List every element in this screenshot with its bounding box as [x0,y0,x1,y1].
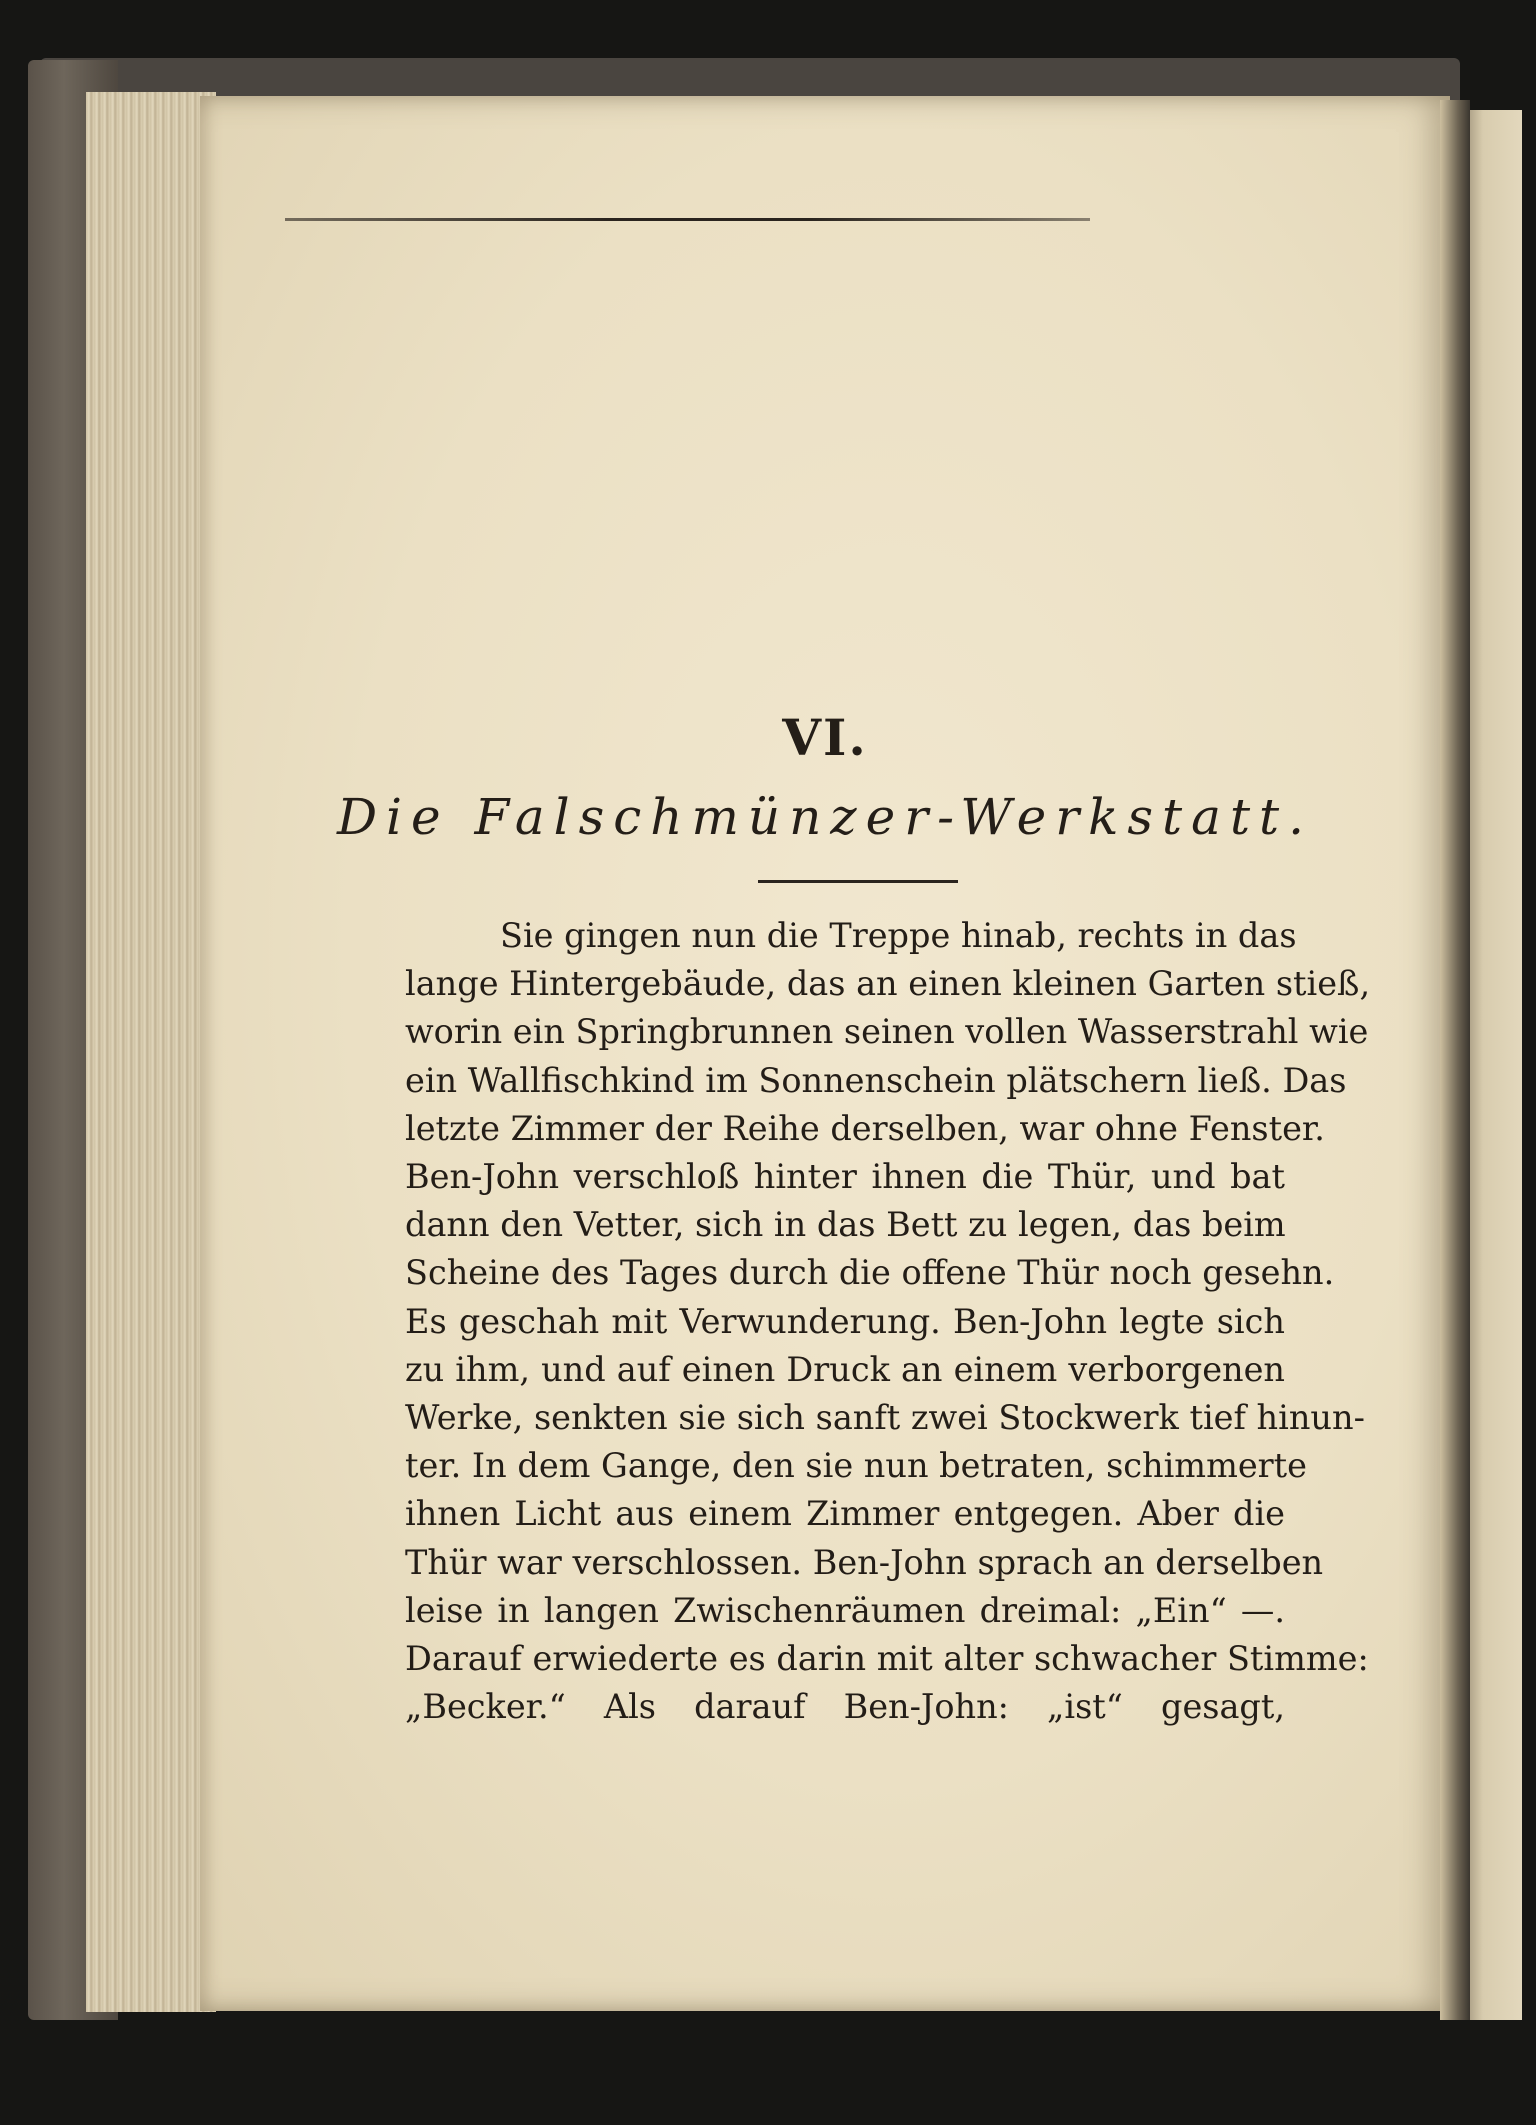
text-line: letzte Zimmer der Reihe derselben, war ohne Fenster. [405,1108,1325,1148]
book-gutter [1440,100,1470,2020]
text-line: Thür war verschlossen. Ben-John sprach an derselben [405,1542,1324,1582]
text-line: ihnen Licht aus einem Zimmer entgegen. Aber die [405,1494,1285,1534]
text-line: Sie gingen nun die Treppe hinab, rechts in das [500,916,1297,955]
text-line: Scheine des Tages durch die offene Thür noch gesehn. [405,1253,1335,1293]
header-rule [285,218,1090,221]
text-line: ein Wallfischkind im Sonnenschein plätschern ließ. Das [405,1060,1347,1100]
facing-page-edge [1462,110,1522,2020]
text-line: ter. In dem Gange, den sie nun betraten, schimmerte [405,1446,1307,1486]
body-text [405,912,1371,1731]
text-line: Darauf erwiederte es darin mit alter schwacher Stimme: [405,1639,1369,1679]
text-line: lange Hintergebäude, das an einen kleinen Garten stieß, [405,964,1371,1004]
text-line: leise in langen Zwischenräumen dreimal: „Ein“ —. [405,1590,1285,1630]
text-line: dann den Vetter, sich in das Bett zu legen, das beim [405,1205,1286,1245]
chapter-number: VI. [782,708,868,767]
text-line: „Becker.“ Als darauf Ben-John: „ist“ gesagt, [405,1687,1285,1727]
chapter-title: Die Falschmünzer-Werkstatt. [336,788,1314,846]
title-divider [758,880,958,883]
page-edges [86,92,216,2012]
text-line: zu ihm, und auf einen Druck an einem verborgenen [405,1349,1285,1389]
text-line: Es geschah mit Verwunderung. Ben-John legte sich [405,1301,1285,1341]
text-line: worin ein Springbrunnen seinen vollen Wasserstrahl wie [405,1012,1369,1052]
text-line: Ben-John verschloß hinter ihnen die Thür, und bat [405,1157,1285,1197]
text-line: Werke, senkten sie sich sanft zwei Stockwerk tief hinun- [405,1398,1365,1438]
